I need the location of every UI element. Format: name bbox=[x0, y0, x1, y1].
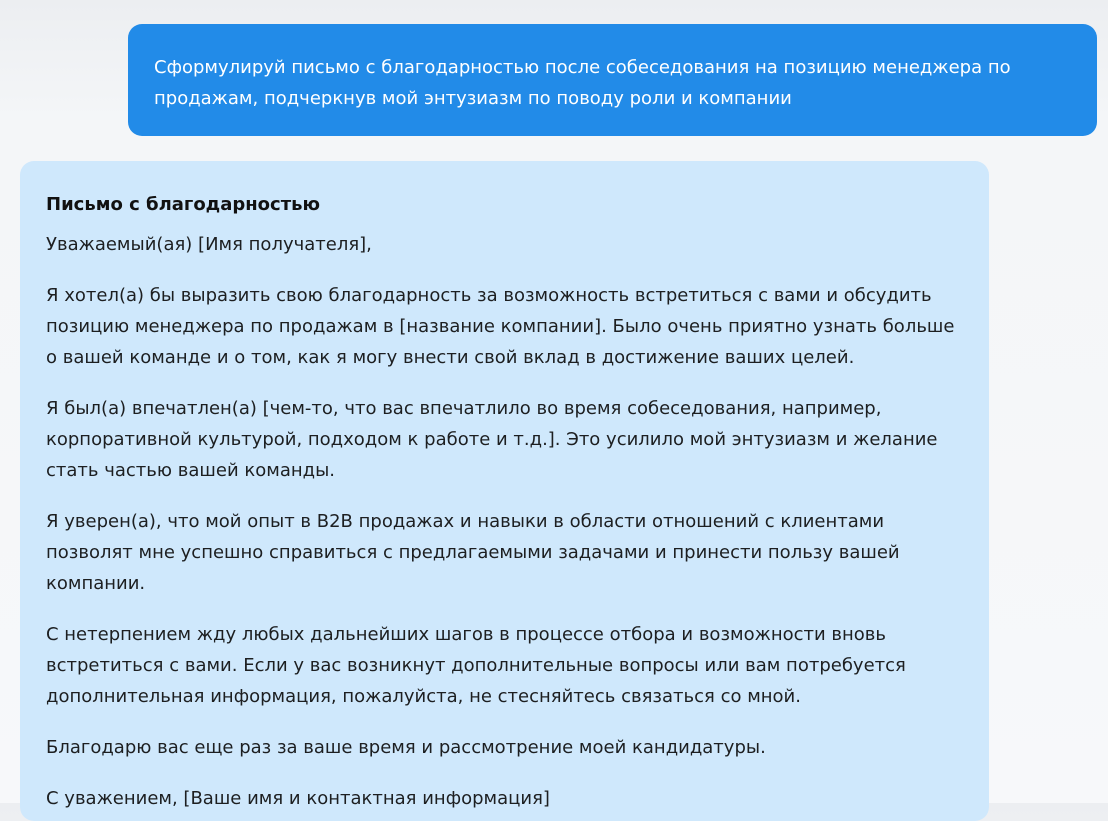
user-message-bubble bbox=[128, 24, 1097, 136]
letter-paragraph: С нетерпением жду любых дальнейших шагов в процессе отбора и возможности вновь встретиться с вами. Если у вас возникнут дополнительные вопросы или вам потребуется дополнительная информация, пожалуйста, не стесняйтесь связаться со мной. bbox=[46, 624, 906, 707]
assistant-message-bubble bbox=[20, 161, 989, 821]
letter-paragraph: Благодарю вас еще раз за ваше время и рассмотрение моей кандидатуры. bbox=[46, 737, 766, 758]
letter-paragraph: Я хотел(а) бы выразить свою благодарность за возможность встретиться с вами и обсудить позицию менеджера по продажам в [название компании]. Было очень приятно узнать больше о вашей команде и о том, как я могу внести свой вклад в достижение ваших целей. bbox=[46, 285, 955, 368]
letter-title: Письмо с благодарностью bbox=[46, 194, 321, 215]
letter-signature: С уважением, [Ваше имя и контактная информация] bbox=[46, 788, 550, 809]
letter-paragraph: Я уверен(а), что мой опыт в B2B продажах и навыки в области отношений с клиентами позволят мне успешно справиться с предлагаемыми задачами и принести пользу вашей компании. bbox=[46, 511, 900, 594]
user-message-text: Сформулируй письмо с благодарностью после собеседования на позицию менеджера по продажам, подчеркнув мой энтузиазм по поводу роли и компании bbox=[154, 57, 1011, 109]
letter-paragraph: Я был(а) впечатлен(а) [чем-то, что вас впечатлило во время собеседования, например, корпоративной культурой, подходом к работе и т.д.]. Это усилило мой энтузиазм и желание стать частью вашей команды. bbox=[46, 398, 938, 481]
letter-greeting: Уважаемый(ая) [Имя получателя], bbox=[46, 234, 372, 255]
